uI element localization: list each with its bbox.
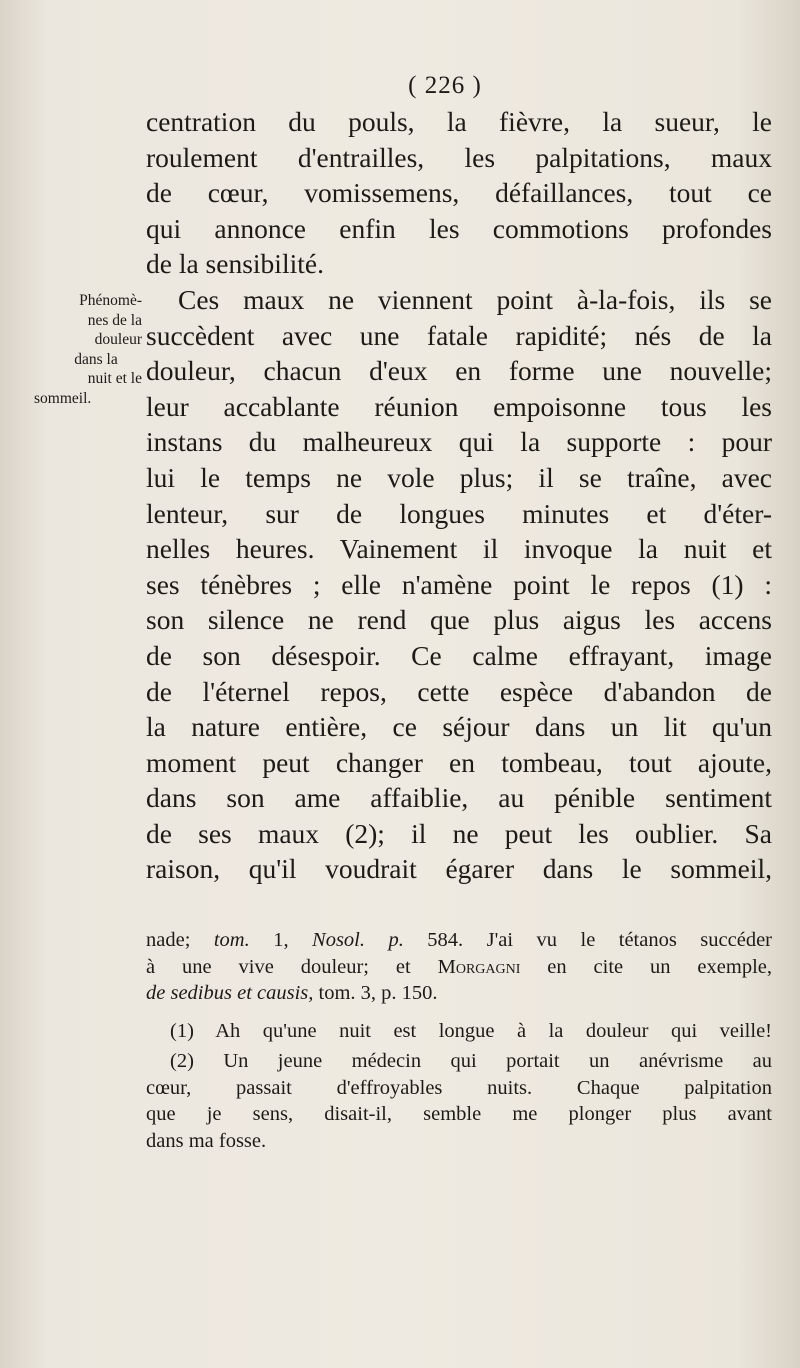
text-line: leur accablante réunion empoisonne tous les: [146, 390, 772, 422]
margin-note-line: nuit et le: [87, 370, 142, 387]
footnote-2-line: que je sens, disait-il, semble me plonger plus avant: [146, 1103, 772, 1125]
text-line: raison, qu'il voudrait égarer dans le sommeil,: [146, 853, 772, 885]
text-line: lenteur, sur de longues minutes et d'éter-: [146, 497, 772, 529]
footnote-text: en cite un exemple,: [520, 955, 772, 978]
margin-note-line: dans la: [74, 350, 118, 368]
text-line: qui annonce enfin les commotions profondes: [146, 212, 772, 244]
footnote-gap: [146, 1007, 772, 1018]
text-line: Ces maux ne viennent point à-la-fois, ils se: [178, 283, 772, 315]
footnote-1: (1) Ah qu'une nuit est longue à la douleur qui veille!: [170, 1019, 772, 1042]
footnote-text: à une vive douleur; et: [146, 955, 438, 978]
text-line: roulement d'entrailles, les palpitations, maux: [146, 141, 772, 173]
text-line: dans son ame affaiblie, au pénible sentiment: [146, 782, 772, 814]
footnote-text: 584. J'ai vu le tétanos succéder: [403, 929, 772, 951]
footnote-continued-line: [146, 927, 772, 954]
footnote-text: 1,: [249, 929, 313, 951]
text-line: moment peut changer en tombeau, tout ajoute,: [146, 746, 772, 778]
text-line: douleur, chacun d'eux en forme une nouvelle;: [146, 355, 772, 387]
text-line: de l'éternel repos, cette espèce d'abandon de: [146, 675, 772, 707]
text-line: de ses maux (2); il ne peut les oublier. Sa: [146, 817, 772, 849]
footnote-2-line: (2) Un jeune médecin qui portait un anévrisme au: [170, 1050, 772, 1072]
margin-note: [28, 291, 142, 408]
footnotes: [146, 927, 772, 1154]
text-line: la nature entière, ce séjour dans un lit qu'un: [146, 711, 772, 743]
margin-note-line: sommeil.: [34, 389, 92, 407]
text-line: de cœur, vomissemens, défaillances, tout ce: [146, 177, 772, 209]
author-name: Morgagni: [437, 955, 521, 978]
page-number: ( 226 ): [408, 72, 482, 99]
text-line: ses ténèbres ; elle n'amène point le repos (1) :: [146, 568, 772, 600]
footnote-text: tom.: [213, 929, 250, 951]
margin-note-line: douleur: [94, 331, 142, 348]
footnote-text: Nosol. p.: [312, 929, 404, 951]
text-line: de la sensibilité.: [146, 248, 324, 280]
text-line: de son désespoir. Ce calme effrayant, image: [146, 639, 772, 671]
footnote-continued-line: [146, 980, 772, 1007]
footnote-text: de sedibus et causis,: [146, 982, 314, 1004]
margin-note-line: nes de la: [87, 311, 142, 329]
text-line: instans du malheureux qui la supporte : pour: [146, 426, 772, 458]
margin-note-line: Phénomè-: [79, 292, 142, 309]
text-line: nelles heures. Vainement il invoque la nuit et: [146, 533, 772, 565]
footnote-continued-line: [146, 954, 772, 981]
footnote-2-line: dans ma fosse.: [146, 1129, 267, 1152]
footnote-text: tom. 3, p. 150.: [313, 982, 438, 1004]
text-line: lui le temps ne vole plus; il se traîne, avec: [146, 461, 772, 493]
body-text: [146, 104, 772, 887]
footnote-text: nade;: [146, 929, 214, 951]
text-line: centration du pouls, la fièvre, la sueur, le: [146, 106, 772, 137]
text-line: son silence ne rend que plus aigus les accens: [146, 604, 772, 636]
text-line: succèdent avec une fatale rapidité; nés de la: [146, 319, 772, 351]
footnote-2-line: cœur, passait d'effroyables nuits. Chaque palpitation: [146, 1076, 772, 1099]
